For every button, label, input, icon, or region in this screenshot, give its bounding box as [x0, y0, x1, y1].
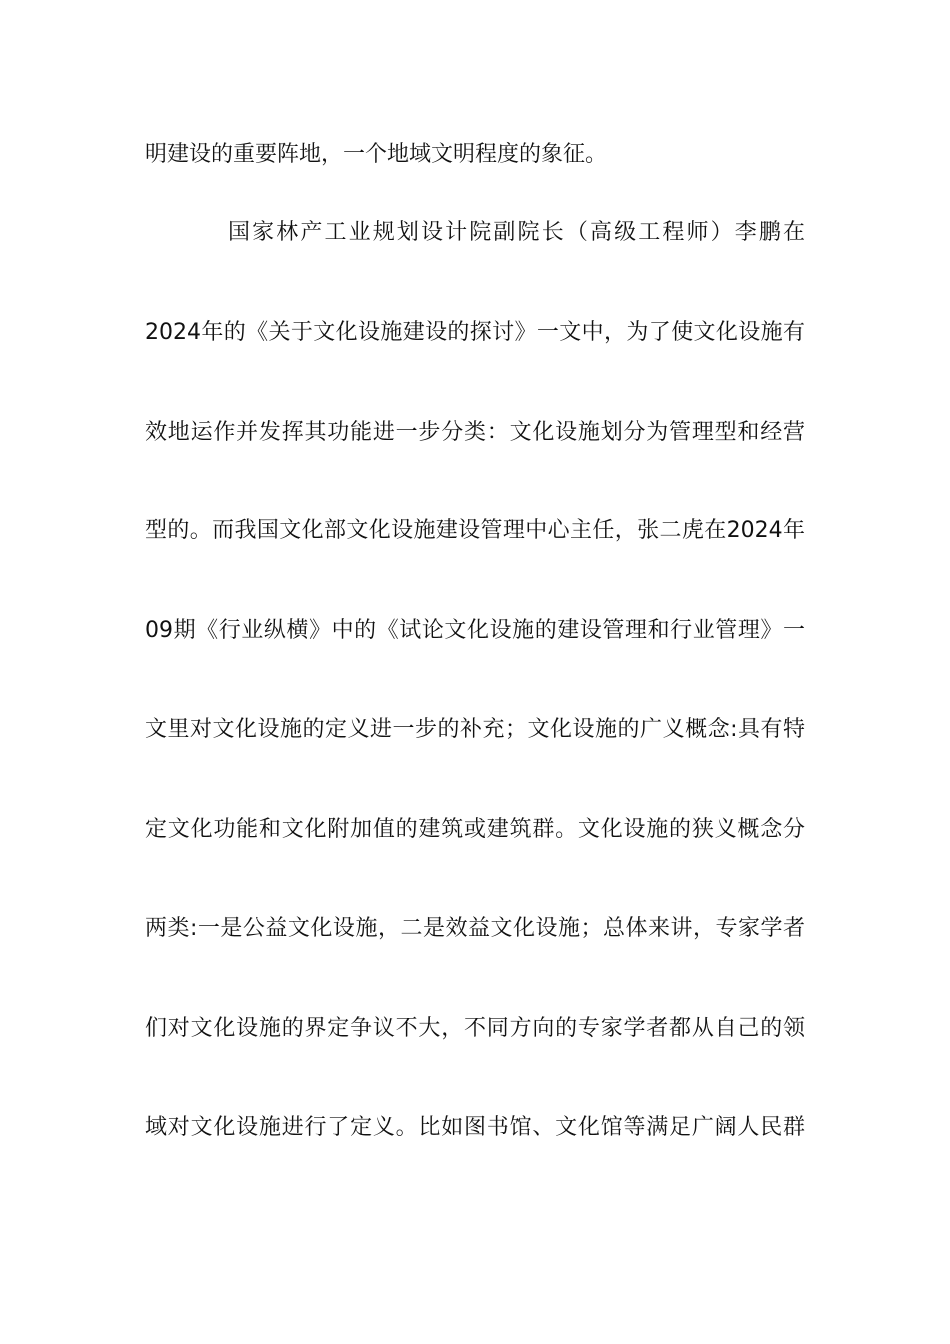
text-line-11: 域对文化设施进行了定义。比如图书馆、文化馆等满足广阔人民群	[145, 1115, 805, 1140]
text-line-10: 们对文化设施的界定争议不大，不同方向的专家学者都从自己的领	[145, 1016, 805, 1041]
text-line-2: 国家林产工业规划设计院副院长（高级工程师）李鹏在	[228, 220, 805, 245]
text-line-7: 文里对文化设施的定义进一步的补充；文化设施的广义概念:具有特	[145, 717, 805, 742]
text-line-1: 明建设的重要阵地，一个地域文明程度的象征。	[145, 142, 608, 167]
text-line-9: 两类:一是公益文化设施，二是效益文化设施；总体来讲，专家学者	[145, 916, 805, 941]
text-line-6: 09期《行业纵横》中的《试论文化设施的建设管理和行业管理》一	[145, 618, 805, 643]
text-line-5: 型的。而我国文化部文化设施建设管理中心主任，张二虎在2024年	[145, 518, 805, 543]
text-line-8: 定文化功能和文化附加值的建筑或建筑群。文化设施的狭义概念分	[145, 817, 805, 842]
text-line-3: 2024年的《关于文化设施建设的探讨》一文中，为了使文化设施有	[145, 320, 805, 345]
text-line-4: 效地运作并发挥其功能进一步分类：文化设施划分为管理型和经营	[145, 420, 805, 445]
